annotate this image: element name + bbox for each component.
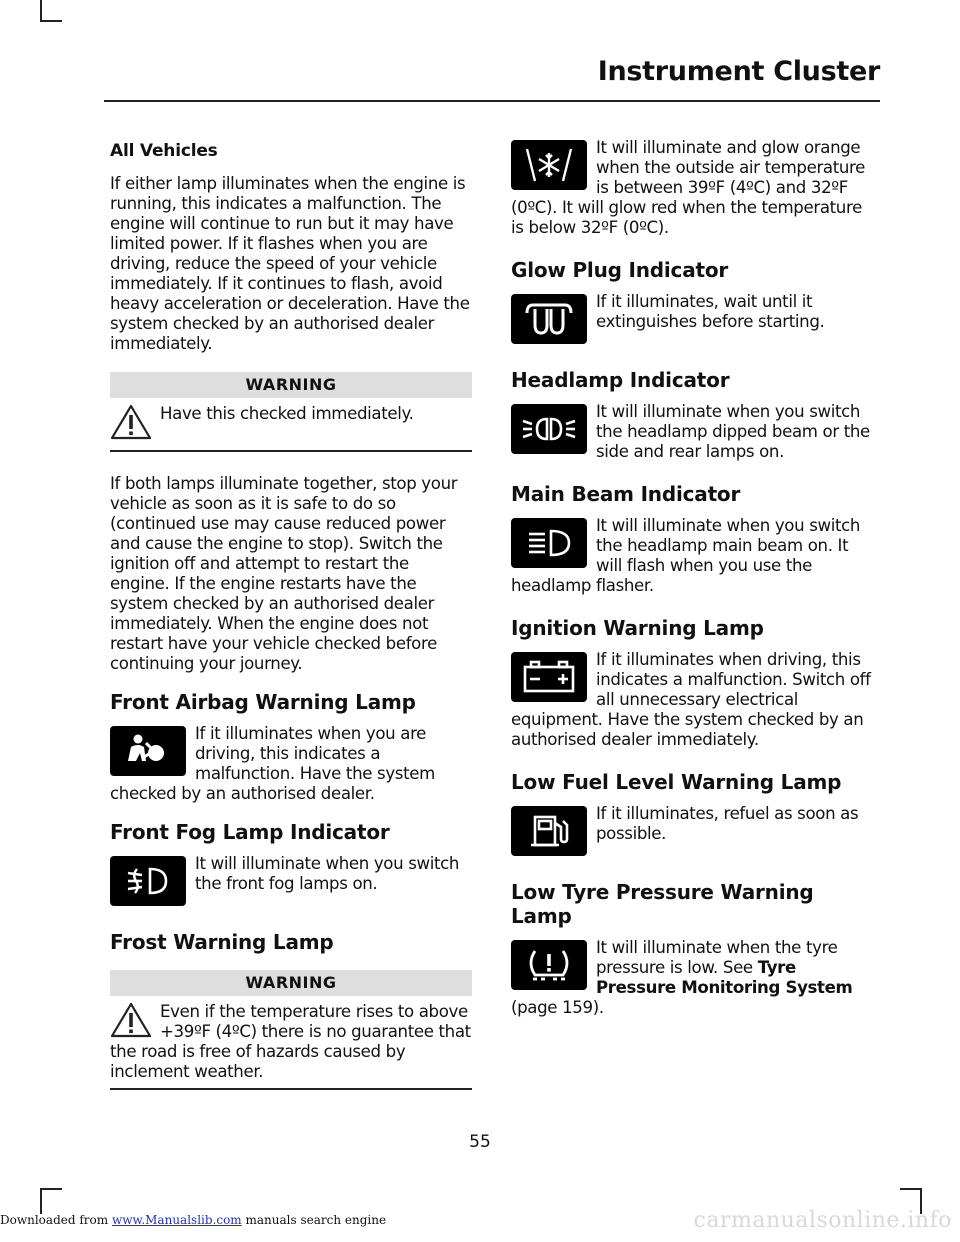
main-beam-lamp [511,518,587,568]
footer [0,1213,386,1227]
page-title: Instrument Cluster [597,56,880,87]
airbag-text: If it illuminates when you are driving, this indicates a malfunction. Have the system checked by an authorised dealer. [110,724,435,803]
front-fog-icon [118,861,178,901]
warning-rule [110,1088,472,1090]
page-number: 55 [469,1132,491,1152]
warning-label: WARNING [110,372,472,398]
frost-lamp [511,140,587,190]
main-beam-icon [519,523,579,563]
side-lamps-icon [519,409,579,449]
all-vehicles-heading: All Vehicles [110,141,218,161]
warning-label: WARNING [110,970,472,996]
footer-link[interactable]: www.Manualslib.com [111,1213,242,1227]
airbag-lamp [110,726,186,776]
tyre-link[interactable]: Tyre Pressure Monitoring System [596,958,853,997]
warning-triangle-icon [110,1002,152,1038]
crop-mark [900,1188,922,1190]
airbag-icon [118,731,178,771]
fuel-text: If it illuminates, refuel as soon as possible. [596,804,859,843]
glow-plug-lamp [511,294,587,344]
warning-box-frost [110,970,472,1090]
warning-box [110,372,472,452]
fog-heading: Front Fog Lamp Indicator [110,820,390,844]
fog-text: It will illuminate when you switch the front fog lamps on. [195,854,460,893]
fog-lamp [110,856,186,906]
warning-triangle-icon [110,404,152,440]
headlamp-lamp [511,404,587,454]
battery-icon [519,657,579,697]
crop-mark [40,0,42,22]
footer-suffix: manuals search engine [241,1213,387,1227]
frost-text: It will illuminate and glow orange when the outside air temperature is between 39ºF (4ºC) and 32ºF (0ºC). It will glow red when the temperature is below 32ºF (0ºC). [511,138,866,237]
tyre-text-after: (page 159). [511,998,604,1017]
both-lamps-text: If both lamps illuminate together, stop your vehicle as soon as it is safe to do so (continued use may cause reduced power and cause the engine to stop). Switch the ignition off and attempt to restart the engine. If the engine restarts have the system checked by an authorised dealer immediately. When the engine does not restart have your vehicle checked before continuing your journey. [110,474,458,673]
glow-text: If it illuminates, wait until it extinguishes before starting. [596,292,825,331]
airbag-heading: Front Airbag Warning Lamp [110,690,416,714]
headlamp-heading: Headlamp Indicator [511,368,730,392]
frost-heading: Frost Warning Lamp [110,930,334,954]
footer-prefix: Downloaded from [0,1213,112,1227]
tyre-lamp [511,940,587,990]
fuel-heading: Low Fuel Level Warning Lamp [511,770,842,794]
tyre-pressure-icon [519,945,579,985]
ignition-text: If it illuminates when driving, this indicates a malfunction. Switch off all unnecessary electrical equipment. Have the system checked by an authorised dealer immediately. [511,650,871,749]
title-rule [104,100,880,102]
fuel-lamp [511,806,587,856]
snowflake-icon [519,145,579,185]
headlamp-text: It will illuminate when you switch the headlamp dipped beam or the side and rear lamps on. [596,402,870,461]
main-beam-heading: Main Beam Indicator [511,482,741,506]
tyre-heading: Low Tyre Pressure Warning Lamp [511,880,814,928]
fuel-pump-icon [519,811,579,851]
glow-heading: Glow Plug Indicator [511,258,729,282]
crop-mark [40,1188,42,1214]
ignition-lamp [511,652,587,702]
crop-mark [40,1188,62,1190]
all-vehicles-text: If either lamp illuminates when the engine is running, this indicates a malfunction. The engine will continue to run but it may have limited power. If it flashes when you are driving, reduce the speed of your vehicle immediately. If it continues to flash, avoid heavy acceleration or deceleration. Have the system checked by an authorised dealer immediately. [110,174,470,353]
glow-plug-icon [519,299,579,339]
main-beam-text: It will illuminate when you switch the headlamp main beam on. It will flash when you use the headlamp flasher. [511,516,861,595]
left-column [110,138,472,1090]
right-column [511,138,873,1018]
tyre-text-before: It will illuminate when the tyre pressure is low. See [596,938,838,977]
frost-warning-text: Even if the temperature rises to above +39ºF (4ºC) there is no guarantee that the road is free of hazards caused by inclement weather. [110,1002,471,1081]
warning-rule [110,450,472,452]
ignition-heading: Ignition Warning Lamp [511,616,764,640]
warning-text: Have this checked immediately. [160,404,414,423]
watermark: carmanualsonline.info [693,1208,952,1233]
crop-mark [40,20,62,22]
